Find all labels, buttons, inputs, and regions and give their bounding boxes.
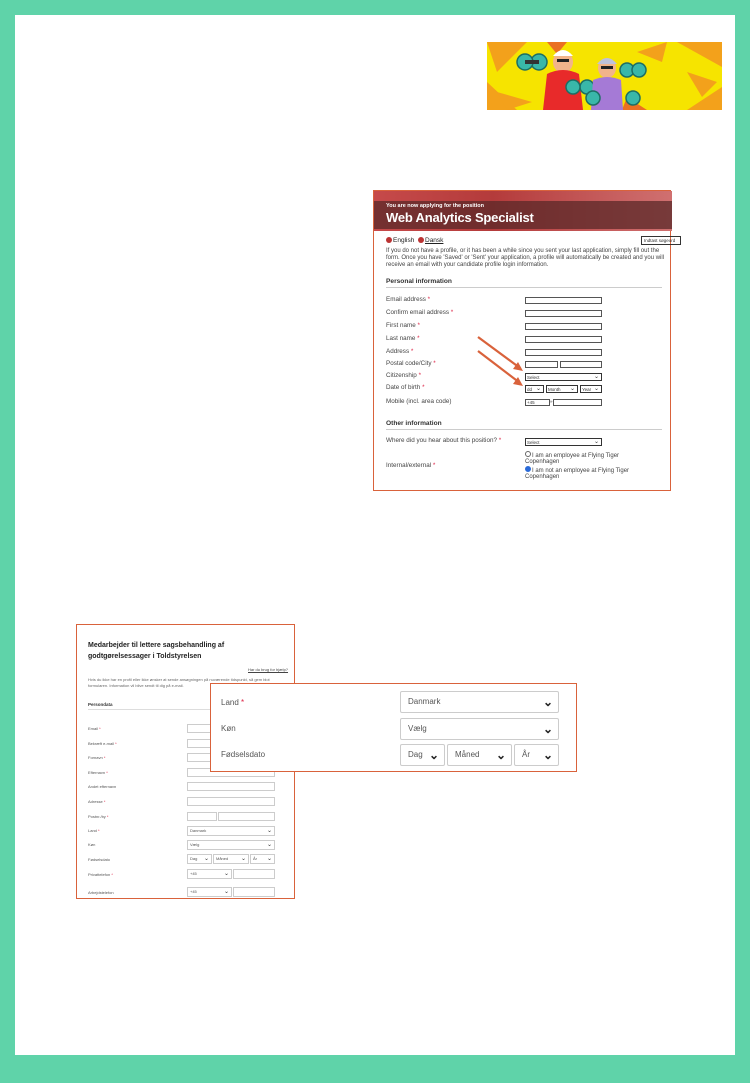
zoom-kon-select[interactable]: Vælg ⌄ — [400, 718, 559, 740]
english-application-form — [373, 190, 676, 491]
dk-email-label: Email * — [88, 726, 101, 731]
chevron-down-icon: ⌄ — [535, 386, 541, 392]
dk-job-title: Medarbejder til lettere sagsbehandling af godtgørelsessager i Toldstyrelsen — [88, 642, 225, 660]
dk-address-label: Adresse * — [88, 799, 106, 804]
confirm-email-label: Confirm email address * — [386, 309, 454, 316]
hear-about-select[interactable]: Select ⌄ — [525, 438, 602, 446]
intro-text: If you do not have a profile, or it has been a while since you sent your last application, simply fill out the form. Once you have 'Saved' or 'Sent' your application, a profile will automatically be created and you will receive an email with your candidate profile login information. — [386, 248, 665, 268]
zoom-dob-year-select[interactable]: År ⌄ — [514, 744, 559, 766]
language-dansk-link[interactable]: Dansk — [418, 237, 443, 244]
dk-work-phone-label: Arbejdstelefon — [88, 890, 114, 895]
section-personal-heading: Personal information — [386, 278, 452, 285]
citizenship-label: Citizenship * — [386, 372, 422, 379]
citizenship-select[interactable]: Select ⌄ — [525, 373, 602, 381]
banner-subtitle: You are now applying for the position — [386, 203, 484, 209]
dk-other-names-label: Andet efternavn — [88, 784, 117, 789]
chevron-down-icon: ⌄ — [593, 439, 599, 445]
section-other-heading: Other information — [386, 420, 442, 427]
mobile-separator: » — [550, 399, 553, 404]
internal-external-label: Internal/external * — [386, 462, 436, 469]
chevron-down-icon: ⌄ — [223, 889, 229, 895]
dk-gender-label: Køn — [88, 842, 96, 847]
last-name-label: Last name * — [386, 335, 420, 342]
dk-first-name-label: Fornavn * — [88, 755, 106, 760]
dk-address-field[interactable] — [187, 797, 275, 806]
mobile-prefix-field[interactable]: +45 — [525, 399, 550, 406]
dk-work-phone-field[interactable] — [233, 887, 275, 897]
dk-confirm-email-label: Bekræft e-mail * — [88, 741, 117, 746]
dk-country-select[interactable]: Danmark ⌄ — [187, 826, 275, 836]
chevron-down-icon: ⌄ — [240, 856, 246, 862]
zoom-land-label: Land * — [221, 698, 245, 707]
arrow-annotation — [374, 191, 672, 492]
zoom-kon-label: Køn — [221, 724, 236, 733]
dk-dob-month-select[interactable]: Måned ⌄ — [213, 854, 249, 864]
zoom-dob-label: Fødselsdato — [221, 750, 266, 759]
dk-private-phone-field[interactable] — [233, 869, 275, 879]
dk-dob-label: Fødselsdato — [88, 857, 111, 862]
dob-label: Date of birth * — [386, 384, 425, 391]
dk-dob-year-select[interactable]: År ⌄ — [250, 854, 275, 864]
dob-year-select[interactable]: Year ⌄ — [580, 385, 602, 393]
dk-city-field[interactable] — [218, 812, 275, 821]
zoom-dob-day-select[interactable]: Dag ⌄ — [400, 744, 445, 766]
dk-private-phone-label: Privattelefon * — [88, 872, 113, 877]
chevron-down-icon: ⌄ — [542, 695, 553, 709]
chevron-down-icon: ⌄ — [593, 374, 599, 380]
first-name-label: First name * — [386, 322, 420, 329]
dk-private-phone-prefix[interactable]: +45 ⌄ — [187, 869, 232, 879]
dk-country-label: Land * — [88, 828, 100, 833]
dk-last-name-label: Efternavn * — [88, 770, 108, 775]
dob-day-select[interactable]: dd ⌄ — [525, 385, 544, 393]
chevron-down-icon: ⌄ — [223, 871, 229, 877]
chevron-down-icon: ⌄ — [542, 748, 553, 762]
chevron-down-icon: ⌄ — [266, 856, 272, 862]
radio-not-employee[interactable]: I am not an employee at Flying Tiger Copenhagen — [525, 468, 630, 480]
zoom-land-select[interactable]: Danmark ⌄ — [400, 691, 559, 713]
dk-gender-select[interactable]: Vælg ⌄ — [187, 840, 275, 850]
dk-work-phone-prefix[interactable]: +45 ⌄ — [187, 887, 232, 897]
search-input[interactable]: Indtast søgeord — [641, 236, 681, 245]
elderly-couple-dumbbells-illustration — [487, 42, 722, 110]
dk-postal-label: Postnr./by * — [88, 814, 109, 819]
address-label: Address * — [386, 348, 414, 355]
dk-other-names-field[interactable] — [187, 782, 275, 791]
dk-postal-field[interactable] — [187, 812, 217, 821]
chevron-down-icon: ⌄ — [495, 748, 506, 762]
chevron-down-icon: ⌄ — [569, 386, 575, 392]
language-english-link[interactable]: English — [386, 237, 414, 244]
mobile-label: Mobile (incl. area code) — [386, 398, 452, 405]
job-title: Web Analytics Specialist — [386, 210, 534, 225]
dk-section-heading: Persondata — [88, 702, 113, 707]
zoomed-fields-callout — [210, 683, 577, 772]
help-link[interactable]: Har du brug for hjælp? — [248, 667, 289, 672]
chevron-down-icon: ⌄ — [266, 842, 272, 848]
dk-dob-day-select[interactable]: Dag ⌄ — [187, 854, 212, 864]
postal-label: Postal code/City * — [386, 360, 436, 367]
zoom-dob-month-select[interactable]: Måned ⌄ — [447, 744, 512, 766]
dob-month-select[interactable]: Month ⌄ — [546, 385, 578, 393]
chevron-down-icon: ⌄ — [428, 748, 439, 762]
chevron-down-icon: ⌄ — [593, 386, 599, 392]
email-label: Email address * — [386, 296, 431, 303]
chevron-down-icon: ⌄ — [203, 856, 209, 862]
page-sheet — [15, 15, 735, 1055]
chevron-down-icon: ⌄ — [542, 722, 553, 736]
chevron-down-icon: ⌄ — [266, 828, 272, 834]
radio-employee[interactable]: I am an employee at Flying Tiger Copenhagen — [525, 453, 620, 465]
cartoon-image — [487, 42, 722, 110]
hear-about-label: Where did you hear about this position? * — [386, 437, 502, 444]
dk-intro-text: Hvis du ikke har en profil eller ikke ønsker at sende ansøgningen på nuværende tidspunkt, så gem blot formularen. Information vil blive sendt til dig på e-mail. — [88, 677, 270, 688]
